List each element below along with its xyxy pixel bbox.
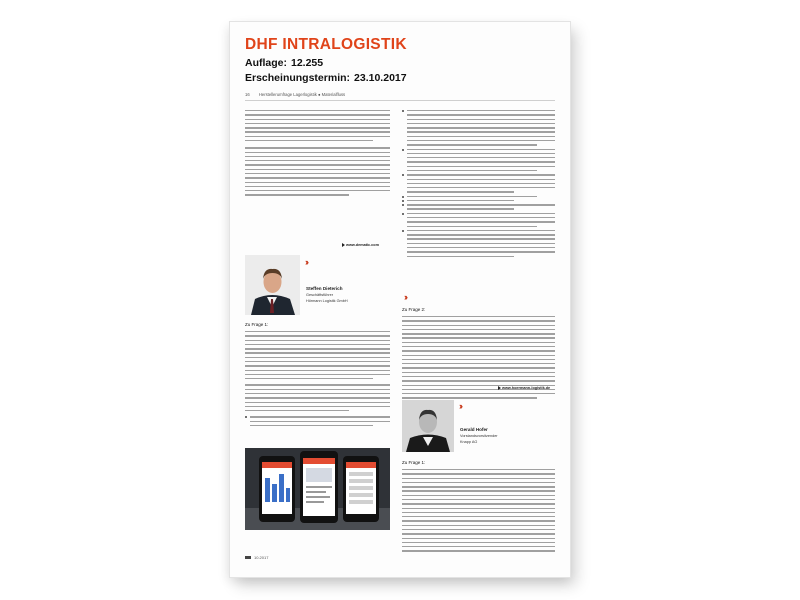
portrait-steffen-dieterich — [245, 255, 300, 315]
left-column-intro-text — [245, 110, 390, 199]
chevron-icon: ›› — [305, 257, 307, 267]
logo-mark-icon — [245, 556, 251, 559]
question1-label: Zu Frage 1: — [245, 322, 269, 327]
page-footer — [245, 555, 268, 560]
circulation — [245, 57, 323, 69]
header-divider — [245, 100, 555, 101]
section-label: Herstellerumfrage Lagerlogistik ● Materialfluss — [258, 92, 346, 97]
person2-name: Gerald Hofer — [460, 427, 488, 432]
link-hoermann[interactable]: www.hoermann-logistik.de — [498, 386, 550, 390]
circulation-value: 12.255 — [291, 57, 324, 69]
circulation-label: Auflage: — [245, 57, 287, 69]
question1b-label: Zu Frage 1: — [402, 460, 426, 465]
issue-label: 10.2017 — [254, 555, 269, 560]
publication-date — [245, 72, 407, 84]
portrait-gerald-hofer — [402, 400, 454, 452]
person2-answer-text — [402, 469, 555, 555]
chevron-icon: ›› — [404, 292, 406, 302]
page-number: 16 — [245, 92, 250, 97]
right-column-bullets — [402, 110, 555, 260]
publication-date-label: Erscheinungstermin: — [245, 72, 351, 84]
publication-title: DHF INTRALOGISTIK — [245, 36, 407, 53]
magazine-page — [230, 22, 570, 577]
chevron-icon: ›› — [459, 401, 461, 411]
person2-role: Vorstandsvorsitzender — [460, 434, 498, 438]
person1-answer-text — [245, 331, 390, 429]
question2-label: Zu Frage 2: — [402, 307, 426, 312]
person1-name: Steffen Dieterich — [306, 286, 343, 291]
person1-company: Hörmann Logistik GmbH — [306, 299, 348, 303]
smartphones-image — [245, 448, 390, 530]
link-dematic[interactable]: www.dematic.com — [342, 243, 379, 247]
page-header — [245, 92, 345, 97]
publication-date-value: 23.10.2017 — [354, 72, 407, 84]
person2-company: Knapp AG — [460, 440, 478, 444]
person1-role: Geschäftsführer — [306, 293, 334, 297]
